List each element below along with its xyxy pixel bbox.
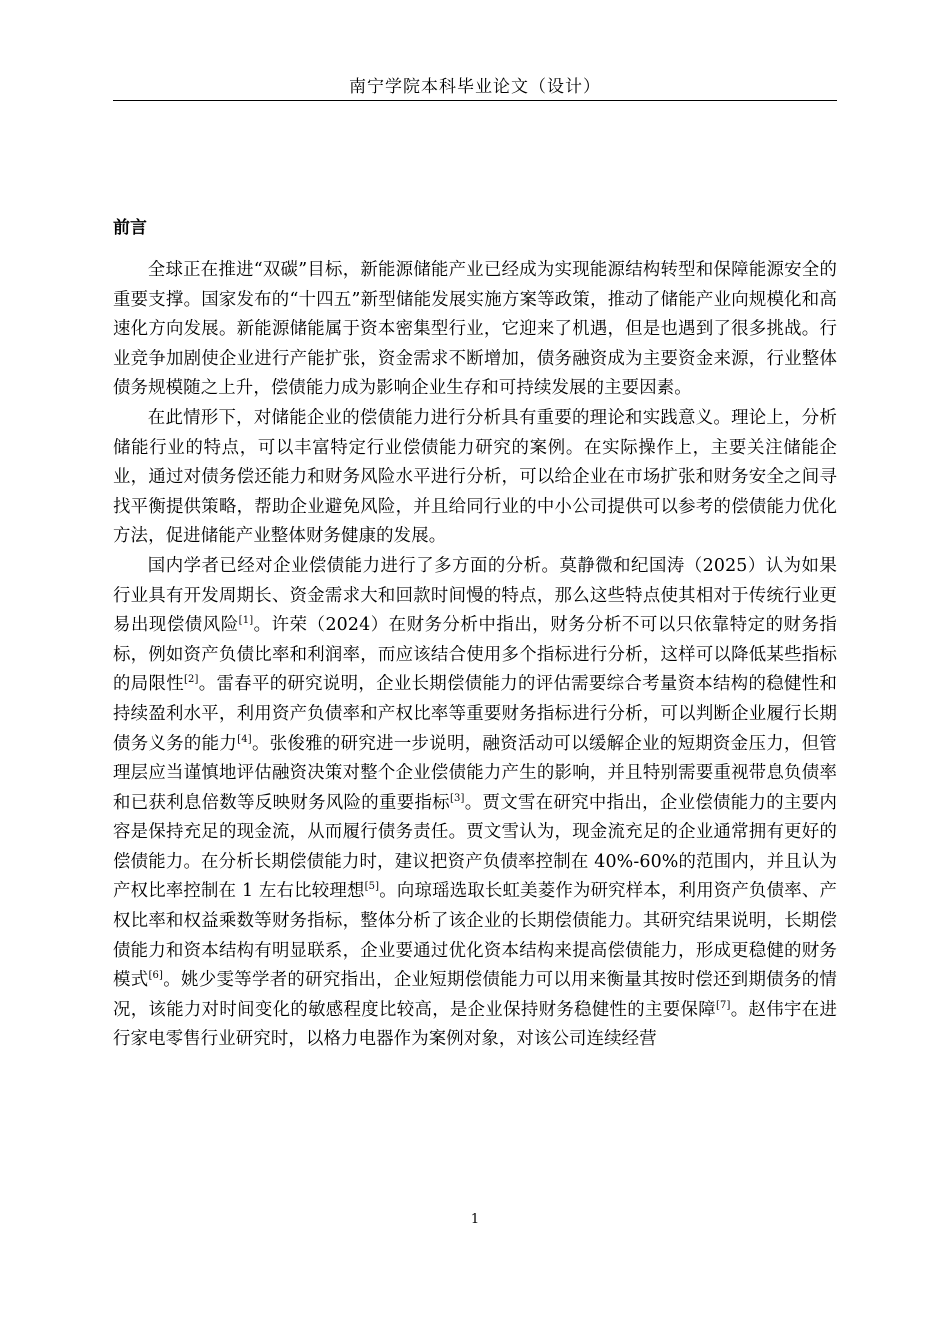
paragraph-3	[113, 552, 837, 1055]
text-run: 。雷春平的研究说明，企业长期偿债能力的评估需要综合考量资本结构的稳健性和持续盈利水平，利用资产负债率和产权比率等重要财务指标进行分析，可以判断企业履行长期债务义务的能力	[113, 674, 837, 754]
citation-ref: [7]	[715, 1000, 731, 1012]
text-run: 国内学者已经对企业偿债能力进行了多方面的分析。莫静微和纪国涛（2025）认为如果行业具有开发周期长、资金需求大和回款时间慢的特点，那么这些特点使其相对于传统行业更易出现偿债风险	[113, 555, 837, 636]
text-run: 。许荣（2024）在财务分析中指出，财务分析不可以只依靠特定的财务指标，例如资产负债比率和利润率，而应该结合使用多个指标进行分析，这样可以降低某些指标的局限性	[113, 615, 837, 695]
citation-ref: [6]	[148, 970, 164, 982]
text-run: 。赵伟宇在进行家电零售行业研究时，以格力电器作为案例对象，对该公司连续经营	[113, 999, 837, 1050]
paragraph-2: 在此情形下，对储能企业的偿债能力进行分析具有重要的理论和实践意义。理论上，分析储能行业的特点，可以丰富特定行业偿债能力研究的案例。在实际操作上，主要关注储能企业，通过对债务偿还能力和财务风险水平进行分析，可以给企业在市场扩张和财务安全之间寻找平衡提供策略，帮助企业避免风险，并且给同行业的中小公司提供可以参考的偿债能力优化方法，促进储能产业整体财务健康的发展。	[113, 407, 837, 547]
citation-ref: [1]	[238, 615, 254, 627]
page-header-title: 南宁学院本科毕业论文（设计）	[349, 77, 601, 97]
text-run: 。贾文雪在研究中指出，企业偿债能力的主要内容是保持充足的现金流，从而履行债务责任。贾文雪认为，现金流充足的企业通常拥有更好的偿债能力。在分析长期偿债能力时，建议把资产负债率控制在 40%-60%的范围内，并且认为产权比率控制在 1 左右比较理想	[113, 792, 837, 902]
section-title: 前言	[113, 218, 147, 238]
page-number: 1	[470, 1212, 480, 1227]
citation-ref: [4]	[237, 733, 252, 745]
citation-ref: [3]	[449, 792, 465, 804]
main-body	[113, 232, 837, 1055]
paragraph-1: 全球正在推进“双碳”目标，新能源储能产业已经成为实现能源结构转型和保障能源安全的重要支撑。国家发布的“十四五”新型储能发展实施方案等政策，推动了储能产业向规模化和高速化方向发展。新能源储能属于资本密集型行业，它迎来了机遇，但是也遇到了很多挑战。行业竞争加剧使企业进行产能扩张，资金需求不断增加，债务融资成为主要资金来源，行业整体债务规模随之上升，偿债能力成为影响企业生存和可持续发展的主要因素。	[113, 260, 837, 399]
text-run: 。向琼瑶选取长虹美菱作为研究样本，利用资产负债率、产权比率和权益乘数等财务指标，整体分析了该企业的长期偿债能力。其研究结果说明，长期偿债能力和资本结构有明显联系，企业要通过优化资本结构来提高偿债能力，形成更稳健的财务模式	[113, 881, 837, 991]
header-divider	[113, 100, 837, 101]
citation-ref: [5]	[364, 881, 380, 893]
text-run: 。张俊雅的研究进一步说明，融资活动可以缓解企业的短期资金压力，但管理层应当谨慎地评估融资决策对整个企业偿债能力产生的影响，并且特别需要重视带息负债率和已获利息倍数等反映财务风险的重要指标	[113, 733, 837, 813]
citation-ref: [2]	[183, 674, 199, 686]
text-run: 。姚少雯等学者的研究指出，企业短期偿债能力可以用来衡量其按时偿还到期债务的情况，该能力对时间变化的敏感程度比较高，是企业保持财务稳健性的主要保障	[113, 970, 837, 1020]
